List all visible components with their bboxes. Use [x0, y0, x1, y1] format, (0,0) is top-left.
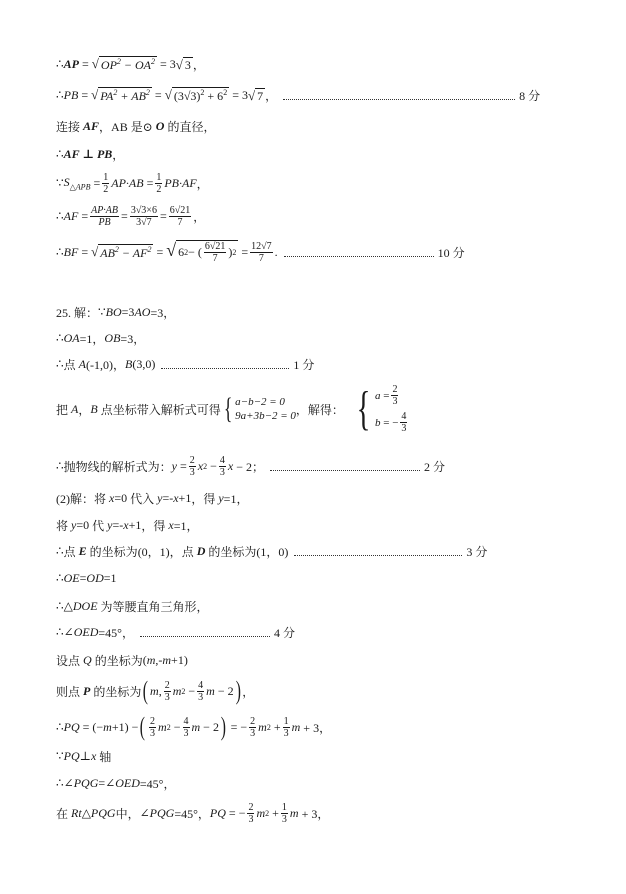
line-set-q: 设点 Q 的坐标为 ( m ,- m +1): [56, 653, 188, 668]
therefore-symbol: ∴: [56, 147, 64, 161]
line-points-ab: ∴ 点 A (-1,0)， B (3,0) 1 分: [56, 357, 315, 372]
score-8: 8 分: [519, 89, 541, 103]
text: (2)解：将: [56, 492, 106, 506]
line-rt-pqg: 在 Rt △ PQG 中， ∠ PQG =45°， PQ = − $\frac{2}{3}$ m 2 + $\frac{1}{3}$ m + 3，: [56, 802, 330, 825]
text: 设点: [56, 654, 81, 668]
therefore-symbol: ∴: [56, 357, 64, 371]
text: 连接: [56, 120, 81, 134]
line-bf-value: ∴ BF = √ $AB^2 - AF^2$ = √ 6 2 − ( $\frac{6√21}{7}$ ) 2 = $\frac{12√7}{7}$ . 10 分: [56, 240, 465, 264]
text: 的坐标为: [208, 545, 257, 559]
because-symbol: ∵: [56, 176, 64, 190]
score-3: 3 分: [466, 545, 488, 559]
score-4: 4 分: [273, 626, 295, 640]
line-oe-od: ∴ OE = OD =1: [56, 571, 117, 585]
text: ，得: [191, 492, 216, 506]
text: 点坐标带入解析式可得: [100, 402, 221, 417]
text: 为等腰直角三角形，: [100, 600, 209, 614]
therefore-symbol: ∴: [56, 599, 64, 613]
score-1: 1 分: [293, 358, 315, 372]
text: 的坐标为: [89, 545, 138, 559]
line-point-p: 则点 P 的坐标为 ( m , $\frac{2}{3}$ m 2 − $\frac{4}{3}$ m − 2 ) ，: [56, 676, 255, 705]
text: 的坐标为: [94, 654, 143, 668]
line-ap: ∴ AP = √ $OP^2 - OA^2$ = 3 √ 3 ，: [56, 56, 205, 72]
therefore-symbol: ∴: [56, 209, 64, 223]
line-sol2-d: 将 y =0 代 y =- x +1 ，得 x =1，: [56, 518, 199, 533]
because-symbol: ∵: [98, 305, 106, 319]
text: 中，: [115, 807, 140, 821]
therefore-symbol: ∴: [56, 544, 64, 558]
line-q25: 25. 解： ∵ BO =3 AO =3，: [56, 305, 176, 320]
leader-dots: [284, 248, 434, 257]
text: 的坐标为: [93, 684, 142, 699]
therefore-symbol: ∴: [56, 571, 64, 585]
leader-dots: [294, 547, 462, 556]
text: ，得: [141, 519, 166, 533]
line-points-ed: ∴ 点 E 的坐标为 (0，1)， 点 D 的坐标为 (1，0) 3 分: [56, 544, 488, 559]
line-pq-perp-x: ∵ PQ ⊥ x 轴: [56, 749, 112, 764]
therefore-symbol: ∴: [56, 244, 64, 259]
text: 把: [56, 402, 69, 417]
text: 将: [56, 519, 69, 533]
therefore-symbol: ∴: [56, 776, 64, 790]
line-pq: ∴ PQ = (− m +1) − ( $\frac{2}{3}$ m 2 − $\frac{4}{3}$ m − 2 ) = − $\frac{2}{3}$ m 2 + $\frac{1}{3}$ m + 3，: [56, 712, 332, 741]
equation-system: { a−b−2 = 0 9a+3b−2 = 0: [223, 392, 296, 425]
text: 抛物线的解析式为：: [63, 460, 172, 474]
leader-dots: [270, 462, 420, 471]
line-connect-af: 连接 AF ，AB 是⊙ O 的直径，: [56, 119, 216, 134]
line-parabola: ∴ 抛物线的解析式为： y = $\frac{2}{3}$ x 2 − $\frac{4}{3}$ x − 2； 2 分: [56, 455, 445, 478]
question-number: 25. 解：: [56, 306, 99, 320]
solution-system: { a = $\frac{2}{3}$ b = − $\frac{4}{3}$: [356, 382, 407, 435]
line-system: 把 A ， B 点坐标带入解析式可得 { a−b−2 = 0 9a+3b−2 = 0 ，解得： { a = $\frac{2}{3}$ b = − $\frac{4}{3}$: [56, 384, 409, 434]
line-af-value: ∴ AF = $\frac{AP\cdot AB}{PB}$ = $\frac{3√3\times 6}{3√7}$ = $\frac{6√21}{7}$ ，: [56, 205, 206, 228]
therefore-symbol: ∴: [56, 719, 64, 734]
therefore-symbol: ∴: [56, 459, 64, 473]
text: ，AB 是⊙: [99, 120, 153, 134]
text: 代入: [130, 492, 155, 506]
therefore-symbol: ∴: [56, 331, 64, 345]
line-triangle-doe: ∴ △ DOE 为等腰直角三角形，: [56, 599, 209, 614]
text: 轴: [99, 750, 112, 764]
line-sol2-e: (2)解：将 x =0 代入 y =- x +1 ，得 y =1，: [56, 491, 249, 506]
therefore-symbol: ∴: [56, 625, 64, 639]
text: ，解得：: [295, 402, 344, 417]
leader-dots: [161, 360, 289, 369]
line-angle-pqg: ∴ ∠ PQG =∠ OED =45°，: [56, 776, 176, 791]
text: 在: [56, 807, 69, 821]
line-oa-ob: ∴ OA =1， OB =3，: [56, 331, 146, 346]
line-area: ∵ $S_{\triangle APB}$ = $\frac{1}{2}$ AP·AB = $\frac{1}{2}$ PB·AF ，: [56, 172, 209, 195]
text: 则点: [56, 684, 81, 699]
leader-dots: [283, 91, 515, 100]
text: 点: [63, 545, 76, 559]
because-symbol: ∵: [56, 749, 64, 763]
line-pb: ∴ PB = √ $PA^2 + AB^2$ = √ $(3√3)^2 + 6^2$ = 3 √ 7 ， 8 分: [56, 87, 541, 103]
therefore-symbol: ∴: [56, 57, 64, 71]
text: 点: [63, 358, 76, 372]
text: 点: [181, 545, 194, 559]
leader-dots: [140, 628, 270, 637]
line-af-perp-pb: ∴ AF ⊥ PB ，: [56, 147, 125, 162]
score-10: 10 分: [437, 245, 465, 260]
score-2: 2 分: [423, 460, 445, 474]
therefore-symbol: ∴: [56, 88, 64, 102]
line-angle-oed: ∴ ∠ OED =45°， 4 分: [56, 625, 295, 640]
text: 的直径，: [167, 120, 216, 134]
text: 代: [92, 519, 105, 533]
